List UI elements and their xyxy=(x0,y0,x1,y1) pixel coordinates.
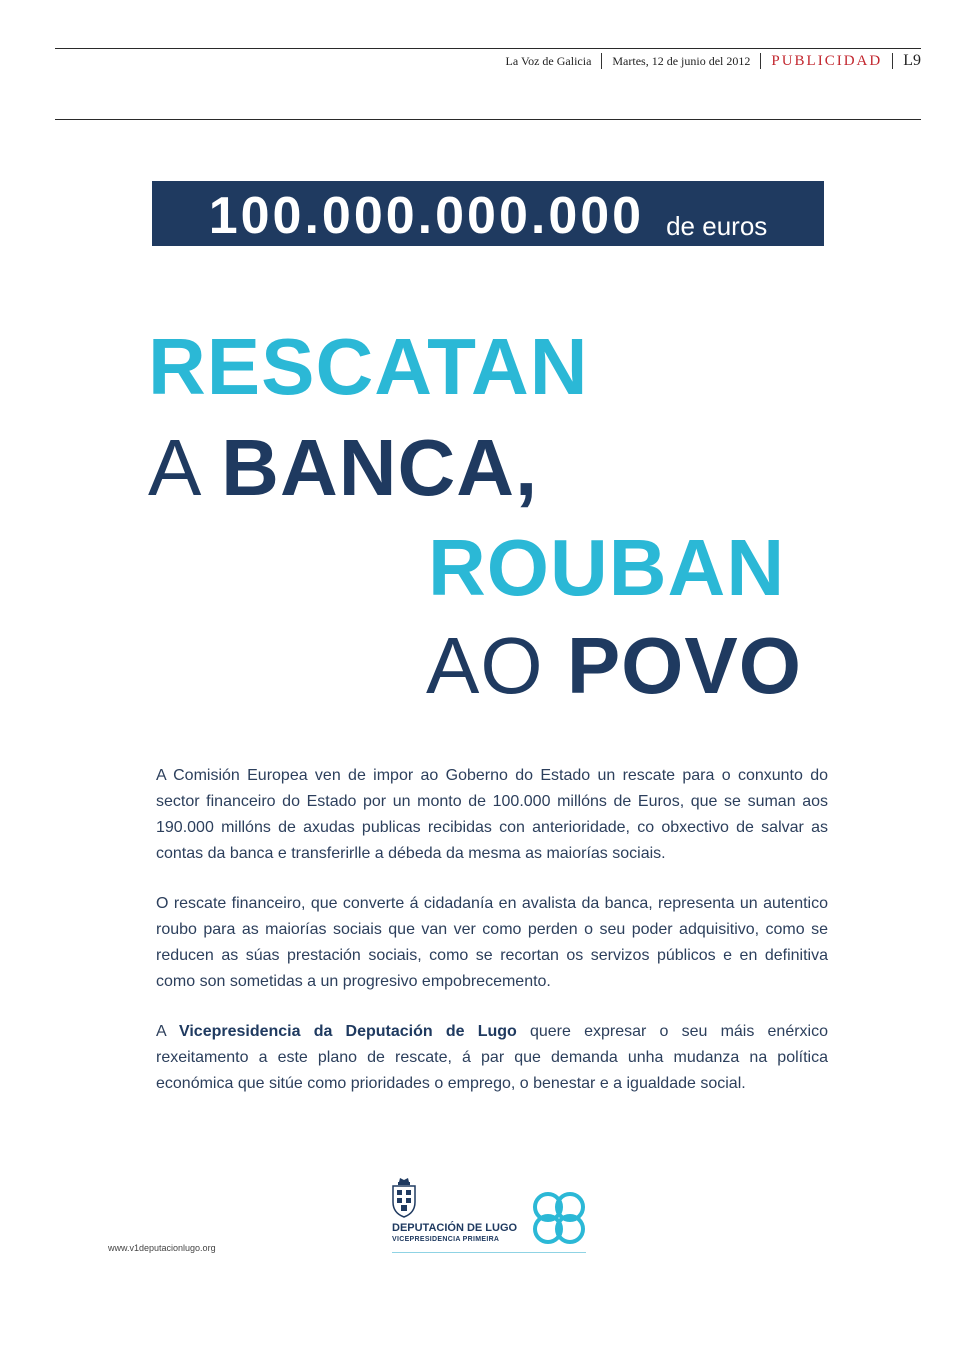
body-paragraph-3-org: Vicepresidencia da Deputación de Lugo xyxy=(178,1023,517,1040)
headline-line-2-bold: BANCA, xyxy=(221,423,539,512)
headline-line-1: RESCATAN xyxy=(148,322,589,411)
page-number: L9 xyxy=(903,52,921,69)
issue-date: Martes, 12 de junio del 2012 xyxy=(612,53,751,68)
body-paragraph-3-prefix: A xyxy=(156,1023,179,1040)
header-separator xyxy=(760,53,761,69)
org-subtitle: VICEPRESIDENCIA PRIMEIRA xyxy=(392,1236,500,1243)
header-separator xyxy=(892,53,893,69)
section-label: PUBLICIDAD xyxy=(771,52,883,69)
header-bottom-rule xyxy=(55,119,921,120)
headline-line-4 xyxy=(426,621,802,710)
headline-line-4-prefix: AO xyxy=(426,621,567,710)
newspaper-header xyxy=(506,52,921,70)
amount-value: 100.000.000.000 xyxy=(208,187,645,245)
headline-line-4-bold: POVO xyxy=(566,621,802,710)
header-separator xyxy=(601,53,602,69)
headline-line-2 xyxy=(148,423,539,512)
headline-line-3: ROUBAN xyxy=(428,523,786,612)
org-name: DEPUTACIÓN DE LUGO xyxy=(392,1222,518,1234)
body-paragraph-3-rest: quere expresar o seu máis enérxico rexeitamento a este plano de rescate, á par que demanda unha mudanza na política económica que sitúe como prioridades o emprego, o benestar e a igualdade social. xyxy=(156,1023,828,1092)
headline-line-2-prefix: A xyxy=(148,423,222,512)
header-top-rule xyxy=(55,48,921,49)
knot-logo-icon xyxy=(528,1187,590,1249)
website-url[interactable]: www.v1deputacionlugo.org xyxy=(108,1243,216,1253)
body-paragraph-1: A Comisión Europea ven de impor ao Goberno do Estado un rescate para o conxunto do sector financeiro do Estado por un monto de 100.000 millóns de Euros, que se suman aos 190.000 millóns de axudas publicas recibidas con anterioridade, co obxectivo de salvar as contas da banca e transferirlle a débeda da mesma as maiorías sociais. xyxy=(156,767,828,862)
amount-banner xyxy=(152,181,824,246)
footer-divider xyxy=(392,1252,586,1253)
body-paragraph-3 xyxy=(156,1019,828,1097)
amount-unit: de euros xyxy=(666,211,768,241)
body-paragraph-2: O rescate financeiro, que converte á cidadanía en avalista da banca, representa un autentico roubo para as maiorías sociais que van ver como perden o seu poder adquisitivo, como se reducen as súas prestación sociais, como se recortan os servizos públicos e en definitiva como son sometidas a un progresivo empobrecemento. xyxy=(156,895,828,990)
coat-of-arms-icon xyxy=(390,1176,418,1218)
newspaper-name: La Voz de Galicia xyxy=(505,53,592,68)
